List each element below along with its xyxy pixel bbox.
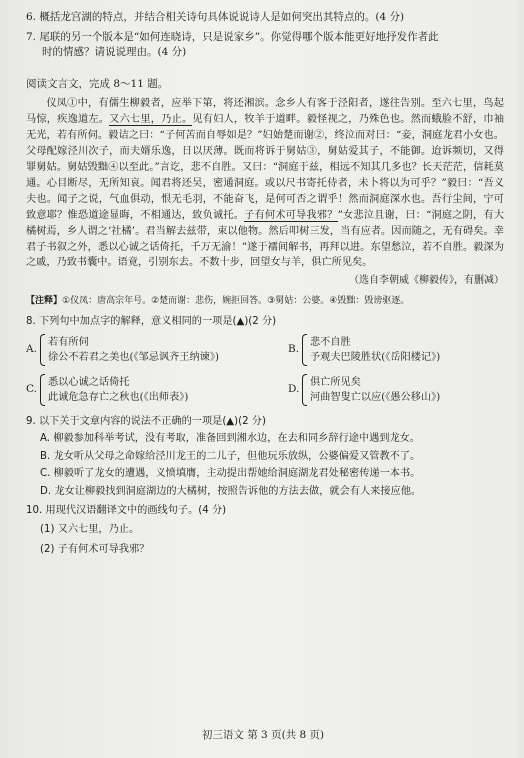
question-7-line1: 7. 尾联的另一个版本是“如何连晓诗，只是说家乡”。你觉得哪个版本能更好地抒发作者此	[26, 30, 439, 43]
exam-page	[8, 0, 518, 758]
option-c-line1: 悉以心诚之话倚托	[48, 376, 130, 388]
question-10-sentence-1: (1) 又六七里，乃止。	[40, 524, 140, 536]
question-7-line2: 时的情感？请说说理由。(4 分)	[42, 46, 187, 59]
note-text: ①仪凤：唐高宗年号。②楚而谢：悲伤，婉拒回答。③舅姑：公婆。④毁黜：毁谤驱逐。	[62, 295, 410, 306]
option-a-line1: 若有所伺	[48, 336, 89, 348]
passage-text-3: ”女悲泣且谢，曰：“洞庭之阴，有大橘树焉，乡人谓之‘社橘’。君当解去兹带，束以他物。然后叩树三发，当有应者。因而随之，无有碍矣。幸君子书叙之外，悉以心诚之话倚托，千万无渝！”遂于襦间解书，再拜以进。东望愁泣，若不自胜。毅深为之戚，乃致书囊中。语竟，引别东去。不数十步，回望女与羊，俱亡所见矣。	[26, 209, 505, 269]
page-footer: 初三语文 第 3 页(共 8 页)	[201, 729, 325, 742]
brace-icon	[40, 374, 45, 406]
underlined-sentence-2: 子有何术可导我邪？	[244, 209, 338, 221]
option-d-line2: 河曲智叟亡以应(《愚公移山》)	[310, 391, 441, 403]
question-9-option-b[interactable]: B. 龙女听从父母之命嫁给泾川龙王的二儿子，但他玩乐放纵，公婆偏爱又管教不了。	[40, 450, 421, 462]
passage-text-1: 仪凤①中，有儒生柳毅者，应举下第，将还湘滨。念乡人有客于泾阳者，遂往告别。至六七里，鸟起马惊，疾逸道左。	[26, 98, 504, 126]
note-label: 【注释】	[26, 295, 63, 306]
brace-icon	[302, 374, 307, 406]
option-c[interactable]: C. 悉以心诚之话倚托 此诚危急存亡之秋也(《出师表》)	[26, 374, 188, 406]
question-8-stem: 8. 下列句中加点字的解释，意义相同的一项是(▲)(2 分)	[26, 315, 277, 327]
question-9-stem: 9. 以下关于文章内容的说法不正确的一项是(▲)(2 分)	[26, 415, 266, 427]
option-b-line2: 予观夫巴陵胜状(《岳阳楼记》)	[310, 351, 441, 363]
classical-passage	[26, 96, 504, 271]
underlined-sentence-1: 又六七里，乃止。	[109, 114, 193, 126]
passage-paragraph	[26, 96, 504, 271]
question-9-option-a[interactable]: A. 柳毅参加科举考试，没有考取，准备回到湘水边，在去和同乡辞行途中遇到龙女。	[40, 433, 421, 445]
option-b[interactable]: B. 悲不自胜 予观夫巴陵胜状(《岳阳楼记》)	[288, 334, 440, 366]
option-d[interactable]: D. 俱亡所见矣 河曲智叟亡以应(《愚公移山》)	[288, 374, 440, 406]
brace-icon	[40, 334, 45, 366]
question-10-stem: 10. 用现代汉语翻译文中的画线句子。(4 分)	[26, 504, 227, 516]
question-10-sentence-2: (2) 子有何术可导我邪？	[40, 543, 150, 555]
annotations	[26, 295, 504, 308]
option-a-line2: 徐公不若君之美也(《邹忌讽齐王纳谏》)	[48, 351, 219, 363]
question-9-option-d[interactable]: D. 龙女让柳毅找到洞庭湖边的大橘树，按照告诉他的方法去做，就会有人来接应他。	[40, 485, 422, 497]
section-intro: 阅读文言文，完成 8～11 题。	[26, 77, 169, 90]
question-6: 6. 概括龙宫湖的特点，并结合相关诗句具体说说诗人是如何突出其特点的。(4 分)	[26, 11, 405, 23]
option-a[interactable]: A. 若有所伺 徐公不若君之美也(《邹忌讽齐王纳谏》)	[26, 334, 219, 366]
option-b-line1: 悲不自胜	[310, 336, 351, 348]
question-9-option-c[interactable]: C. 柳毅听了龙女的遭遇，义愤填膺，主动提出帮她给洞庭湖龙君处秘密传递一本书。	[40, 468, 421, 480]
passage-text-2: 见有妇人，牧羊于道畔。毅怪视之，乃殊色也。然而蛾脸不舒，巾袖无光，若有所伺。毅诘之曰：“子何苦而自辱如是？”妇始楚而谢②，终泣而对曰：“妾，洞庭龙君小女也。父母配嫁泾川次子，而夫婿乐逸，日以厌薄。既而将诉于舅姑③，舅姑爱其子，不能御。迨诉频切，又得罪舅姑。舅姑毁黜④以至此。”言讫，悲不自胜。又曰：“洞庭于兹，相远不知其几多也？长天茫茫，信耗莫通。心目断尽，无所知哀。闻君将还吴，密通洞庭。或以尺书寄托侍者，未卜将以为可乎？”毅曰：“吾义夫也。闻子之说，气血俱动，恨无毛羽，不能奋飞，是何可否之谓乎！然而洞庭深水也。吾行尘间，宁可致意耶？惟恐道途显晦，不相通达，致负诚托。	[26, 114, 505, 221]
question-8-options	[26, 334, 504, 412]
option-c-line2: 此诚危急存亡之秋也(《出师表》)	[48, 391, 189, 403]
brace-icon	[302, 334, 307, 366]
passage-source: （选自李朝威《柳毅传》，有删减）	[349, 275, 504, 287]
option-d-line1: 俱亡所见矣	[310, 376, 361, 388]
